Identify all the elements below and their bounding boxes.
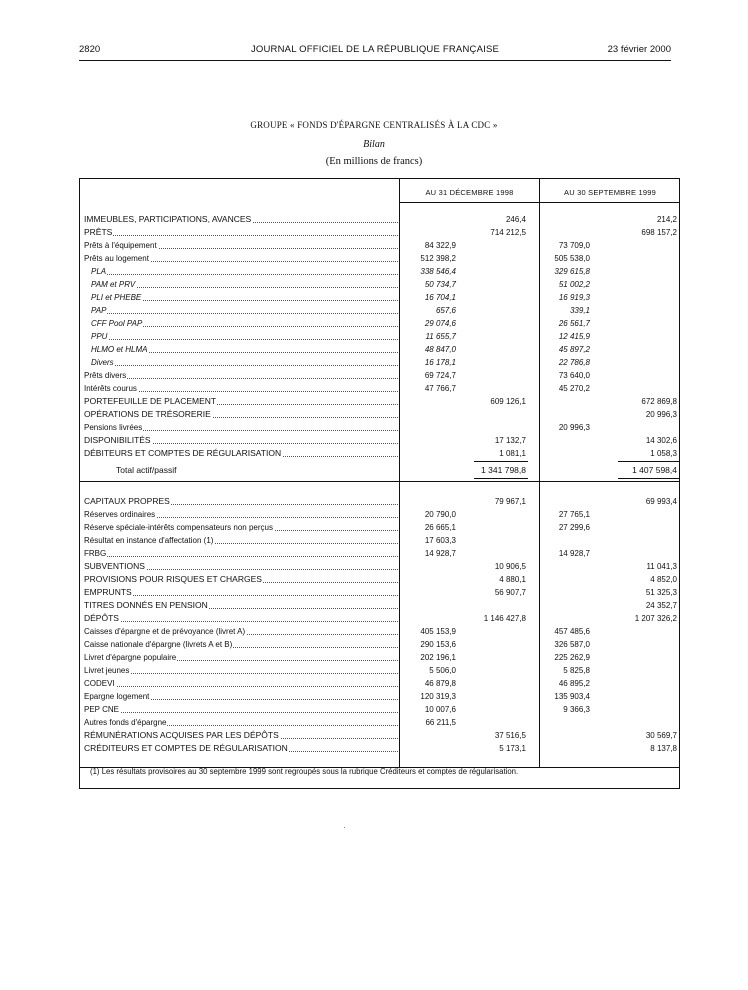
table-row xyxy=(84,447,675,460)
row-label xyxy=(84,651,402,664)
table-row xyxy=(84,252,675,265)
total-row xyxy=(84,463,675,477)
row-label-text: CAPITAUX PROPRES xyxy=(84,496,170,506)
cell-value-c1: 11 655,7 xyxy=(425,332,456,341)
dot-leader xyxy=(84,673,400,674)
row-label-text: PROVISIONS POUR RISQUES ET CHARGES xyxy=(84,574,262,584)
cell-value-c3: 9 366,3 xyxy=(563,705,590,714)
cell-value-c1: 16 704,1 xyxy=(424,293,456,302)
cell-value-c1: 405 153,9 xyxy=(420,627,456,636)
cell-value-c3: 26 561,7 xyxy=(558,319,590,328)
cell-value-c2: 246,4 xyxy=(505,215,526,224)
row-label-text: RÉMUNÉRATIONS ACQUISES PAR LES DÉPÔTS xyxy=(84,730,279,740)
row-label xyxy=(84,612,402,625)
table-row xyxy=(84,213,675,226)
cell-value-c4: 8 137,8 xyxy=(650,744,677,753)
table-row xyxy=(84,599,675,612)
row-label xyxy=(84,729,402,742)
cell-value-c1: 69 724,7 xyxy=(424,371,456,380)
cell-value-c1: 17 603,3 xyxy=(424,536,456,545)
cell-value-c3: 20 996,3 xyxy=(558,423,590,432)
row-label-text: PAM et PRV xyxy=(84,280,136,289)
cell-value-c3: 135 903,4 xyxy=(554,692,590,701)
cell-value-c3: 326 587,0 xyxy=(554,640,590,649)
cell-value-c1: 10 007,6 xyxy=(424,705,456,714)
cell-value-c2: 56 907,7 xyxy=(494,588,526,597)
table-row xyxy=(84,651,675,664)
units-note: (En millions de francs) xyxy=(325,156,423,167)
cell-value-c3: 45 897,2 xyxy=(558,345,590,354)
table-row xyxy=(84,226,675,239)
row-label xyxy=(84,534,402,547)
row-label-text: Caisses d'épargne et de prévoyance (livret A) xyxy=(84,627,246,636)
table-row xyxy=(84,408,675,421)
table-row xyxy=(84,703,675,716)
row-label xyxy=(84,716,402,729)
row-label xyxy=(84,508,402,521)
dot-leader xyxy=(84,621,400,622)
cell-value-c2: 17 132,7 xyxy=(494,436,526,445)
cell-value-c4: 51 325,3 xyxy=(645,588,677,597)
column-header-rule xyxy=(399,202,679,203)
row-label xyxy=(84,547,402,560)
cell-value-c2: 714 212,5 xyxy=(490,228,526,237)
dot-leader xyxy=(84,686,400,687)
table-row xyxy=(84,382,675,395)
row-label-text: Caisse nationale d'épargne (livrets A et B) xyxy=(84,640,233,649)
row-label-text: PLI et PHEBE xyxy=(84,293,142,302)
column-header-1998: AU 31 DÉCEMBRE 1998 xyxy=(425,188,514,197)
cell-value-c4: 672 869,8 xyxy=(641,397,677,406)
row-label-text: IMMEUBLES, PARTICIPATIONS, AVANCES xyxy=(84,214,252,224)
cell-value-c3: 45 270,2 xyxy=(558,384,590,393)
row-label xyxy=(84,395,402,408)
document-title: GROUPE « FONDS D'ÉPARGNE CENTRALISÉS À LA CDC » xyxy=(250,120,498,130)
cell-value-c3: 73 640,0 xyxy=(558,371,590,380)
row-label xyxy=(84,677,402,690)
cell-value-c1: 657,6 xyxy=(435,306,456,315)
publication-date: 23 février 2000 xyxy=(607,44,671,55)
row-label xyxy=(84,703,402,716)
row-label xyxy=(84,664,402,677)
table-row xyxy=(84,664,675,677)
row-label-text: Résultat en instance d'affectation (1) xyxy=(84,536,214,545)
table-row xyxy=(84,677,675,690)
cell-value-c1: 26 665,1 xyxy=(424,523,456,532)
row-label-text: Prêts à l'équipement xyxy=(84,241,157,250)
table-row xyxy=(84,560,675,573)
cell-value-c1: 66 211,5 xyxy=(425,718,456,727)
dot-leader xyxy=(84,235,400,236)
row-label xyxy=(84,278,402,291)
table-row xyxy=(84,729,675,742)
cell-value-c2: 10 906,5 xyxy=(494,562,526,571)
row-label xyxy=(84,213,402,226)
row-label xyxy=(84,560,402,573)
row-label xyxy=(84,356,402,369)
row-label-text: Livret jeunes xyxy=(84,666,130,675)
cell-value-c4: 214,2 xyxy=(656,215,677,224)
cell-value-c4: 698 157,2 xyxy=(641,228,677,237)
row-label-text: OPÉRATIONS DE TRÉSORERIE xyxy=(84,409,211,419)
table-row xyxy=(84,421,675,434)
cell-value-c3: 27 765,1 xyxy=(558,510,590,519)
row-label-text: PLA xyxy=(84,267,107,276)
cell-value-c3: 14 928,7 xyxy=(558,549,590,558)
cell-value-c3: 73 709,0 xyxy=(558,241,590,250)
table-row xyxy=(84,330,675,343)
cell-value-c4: 30 569,7 xyxy=(645,731,677,740)
table-row xyxy=(84,356,675,369)
cell-value-c3: 12 415,9 xyxy=(558,332,590,341)
cell-value-c3: 46 895,2 xyxy=(558,679,590,688)
cell-value-c3: 51 002,2 xyxy=(558,280,590,289)
cell-value-c2: 79 967,1 xyxy=(494,497,526,506)
row-label-text: PORTEFEUILLE DE PLACEMENT xyxy=(84,396,217,406)
table-row xyxy=(84,239,675,252)
row-label xyxy=(84,521,402,534)
cell-value-c1: 512 398,2 xyxy=(420,254,456,263)
row-label xyxy=(84,330,402,343)
table-row xyxy=(84,265,675,278)
cell-value-c2: 609 126,1 xyxy=(490,397,526,406)
row-label xyxy=(84,586,402,599)
row-label xyxy=(84,317,402,330)
row-label xyxy=(84,343,402,356)
table-row xyxy=(84,304,675,317)
row-label xyxy=(84,447,402,460)
total-label: Total actif/passif xyxy=(116,465,177,475)
dot-leader xyxy=(84,365,400,366)
row-label xyxy=(84,690,402,703)
row-label xyxy=(84,369,402,382)
header-rule xyxy=(79,60,671,61)
cell-value-c3: 5 825,8 xyxy=(563,666,590,675)
row-label-text: Prêts divers xyxy=(84,371,127,380)
cell-value-c2: 5 173,1 xyxy=(499,744,526,753)
row-label xyxy=(84,599,402,612)
row-label-text: PEP CNE xyxy=(84,705,119,714)
cell-value-c4: 69 993,4 xyxy=(645,497,677,506)
row-label-text: Autres fonds d'épargne xyxy=(84,718,167,727)
cell-value-c3: 339,1 xyxy=(569,306,590,315)
dot-leader xyxy=(84,313,400,314)
row-label-text: PRÊTS xyxy=(84,227,113,237)
table-row xyxy=(84,317,675,330)
cell-value-c1: 20 790,0 xyxy=(424,510,456,519)
cell-value-c4: 24 352,7 xyxy=(645,601,677,610)
total-value-1998: 1 341 798,8 xyxy=(481,465,526,475)
row-label-text: Réserves ordinaires xyxy=(84,510,156,519)
table-row xyxy=(84,716,675,729)
cell-value-c3: 505 538,0 xyxy=(554,254,590,263)
cell-value-c4: 11 041,3 xyxy=(646,562,677,571)
cell-value-c3: 329 615,8 xyxy=(554,267,590,276)
table-row xyxy=(84,291,675,304)
row-label xyxy=(84,382,402,395)
cell-value-c1: 202 196,1 xyxy=(420,653,456,662)
table-row xyxy=(84,434,675,447)
dot-leader xyxy=(84,712,400,713)
print-speck xyxy=(344,827,345,828)
row-label xyxy=(84,434,402,447)
row-label xyxy=(84,742,402,755)
cell-value-c4: 14 302,6 xyxy=(645,436,677,445)
cell-value-c3: 457 485,6 xyxy=(554,627,590,636)
cell-value-c2: 4 880,1 xyxy=(499,575,526,584)
table-row xyxy=(84,547,675,560)
cell-value-c1: 46 879,8 xyxy=(424,679,456,688)
footnote: (1) Les résultats provisoires au 30 septembre 1999 sont regroupés sous la rubrique Créditeurs et comptes de régularisation. xyxy=(90,767,519,776)
cell-value-c1: 120 319,3 xyxy=(420,692,456,701)
row-label xyxy=(84,265,402,278)
row-label-text: PPU xyxy=(84,332,108,341)
cell-value-c4: 1 058,3 xyxy=(650,449,677,458)
row-label-text: Réserve spéciale-intérêts compensateurs non perçus xyxy=(84,523,273,532)
cell-value-c2: 1 081,1 xyxy=(499,449,526,458)
row-label-text: FRBG xyxy=(84,549,107,558)
document-subtitle: Bilan xyxy=(363,139,385,150)
cell-value-c1: 29 074,6 xyxy=(424,319,456,328)
cell-value-c2: 37 516,5 xyxy=(494,731,526,740)
row-label-text: Intérêts courus xyxy=(84,384,137,393)
row-label-text: Prêts au logement xyxy=(84,254,149,263)
row-label xyxy=(84,226,402,239)
row-label-text: DÉPÔTS xyxy=(84,613,119,623)
row-label-text: Livret d'épargne populaire xyxy=(84,653,177,662)
cell-value-c2: 1 146 427,8 xyxy=(483,614,526,623)
table-row xyxy=(84,508,675,521)
dot-leader xyxy=(84,378,400,379)
row-label-text: DÉBITEURS ET COMPTES DE RÉGULARISATION xyxy=(84,448,282,458)
cell-value-c1: 50 734,7 xyxy=(424,280,456,289)
row-label xyxy=(84,239,402,252)
row-label-text: Pensions livrées xyxy=(84,423,143,432)
page-header xyxy=(79,41,671,61)
cell-value-c4: 4 852,0 xyxy=(650,575,677,584)
row-label-text: SUBVENTIONS xyxy=(84,561,145,571)
row-label xyxy=(84,421,402,434)
row-label-text: PAP xyxy=(84,306,107,315)
row-label-text: DISPONIBILITÉS xyxy=(84,435,151,445)
row-label-text: HLMO et HLMA xyxy=(84,345,148,354)
table-row xyxy=(84,395,675,408)
cell-value-c1: 16 178,1 xyxy=(424,358,456,367)
row-label-text: TITRES DONNÉS EN PENSION xyxy=(84,600,208,610)
table-row xyxy=(84,690,675,703)
row-label-text: CRÉDITEURS ET COMPTES DE RÉGULARISATION xyxy=(84,743,288,753)
table-row xyxy=(84,586,675,599)
table-row xyxy=(84,638,675,651)
balance-sheet-table xyxy=(79,178,680,789)
table-row xyxy=(84,521,675,534)
table-row xyxy=(84,573,675,586)
row-label xyxy=(84,291,402,304)
table-row xyxy=(84,625,675,638)
table-row xyxy=(84,369,675,382)
dot-leader xyxy=(84,556,400,557)
row-label xyxy=(84,408,402,421)
table-row xyxy=(84,534,675,547)
dot-leader xyxy=(84,274,400,275)
row-label-text: Epargne logement xyxy=(84,692,150,701)
total-value-1999: 1 407 598,4 xyxy=(632,465,677,475)
cell-value-c1: 48 847,0 xyxy=(424,345,456,354)
table-row xyxy=(84,612,675,625)
dot-leader xyxy=(84,339,400,340)
cell-value-c1: 290 153,6 xyxy=(420,640,456,649)
row-label xyxy=(84,625,402,638)
cell-value-c1: 47 766,7 xyxy=(424,384,456,393)
table-row xyxy=(84,278,675,291)
row-label xyxy=(84,304,402,317)
row-label-text: CFF Pool PAP xyxy=(84,319,143,328)
row-label-text: EMPRUNTS xyxy=(84,587,132,597)
row-label-text: Divers xyxy=(84,358,115,367)
row-label xyxy=(84,252,402,265)
cell-value-c3: 16 919,3 xyxy=(558,293,590,302)
cell-value-c1: 338 546,4 xyxy=(420,267,456,276)
column-header-1999: AU 30 SEPTEMBRE 1999 xyxy=(564,188,656,197)
table-row xyxy=(84,742,675,755)
table-row xyxy=(84,343,675,356)
row-label xyxy=(84,495,402,508)
section-divider xyxy=(80,481,679,482)
cell-value-c3: 225 262,9 xyxy=(554,653,590,662)
cell-value-c1: 84 322,9 xyxy=(424,241,456,250)
row-label xyxy=(84,638,402,651)
cell-value-c3: 27 299,6 xyxy=(558,523,590,532)
table-row xyxy=(84,495,675,508)
cell-value-c3: 22 786,8 xyxy=(558,358,590,367)
row-label xyxy=(84,573,402,586)
cell-value-c4: 1 207 326,2 xyxy=(634,614,677,623)
cell-value-c1: 14 928,7 xyxy=(424,549,456,558)
cell-value-c1: 5 506,0 xyxy=(429,666,456,675)
row-label-text: CODEVI xyxy=(84,679,115,688)
cell-value-c4: 20 996,3 xyxy=(645,410,677,419)
page-number: 2820 xyxy=(79,44,101,55)
journal-title: JOURNAL OFFICIEL DE LA RÉPUBLIQUE FRANÇAISE xyxy=(250,44,500,55)
